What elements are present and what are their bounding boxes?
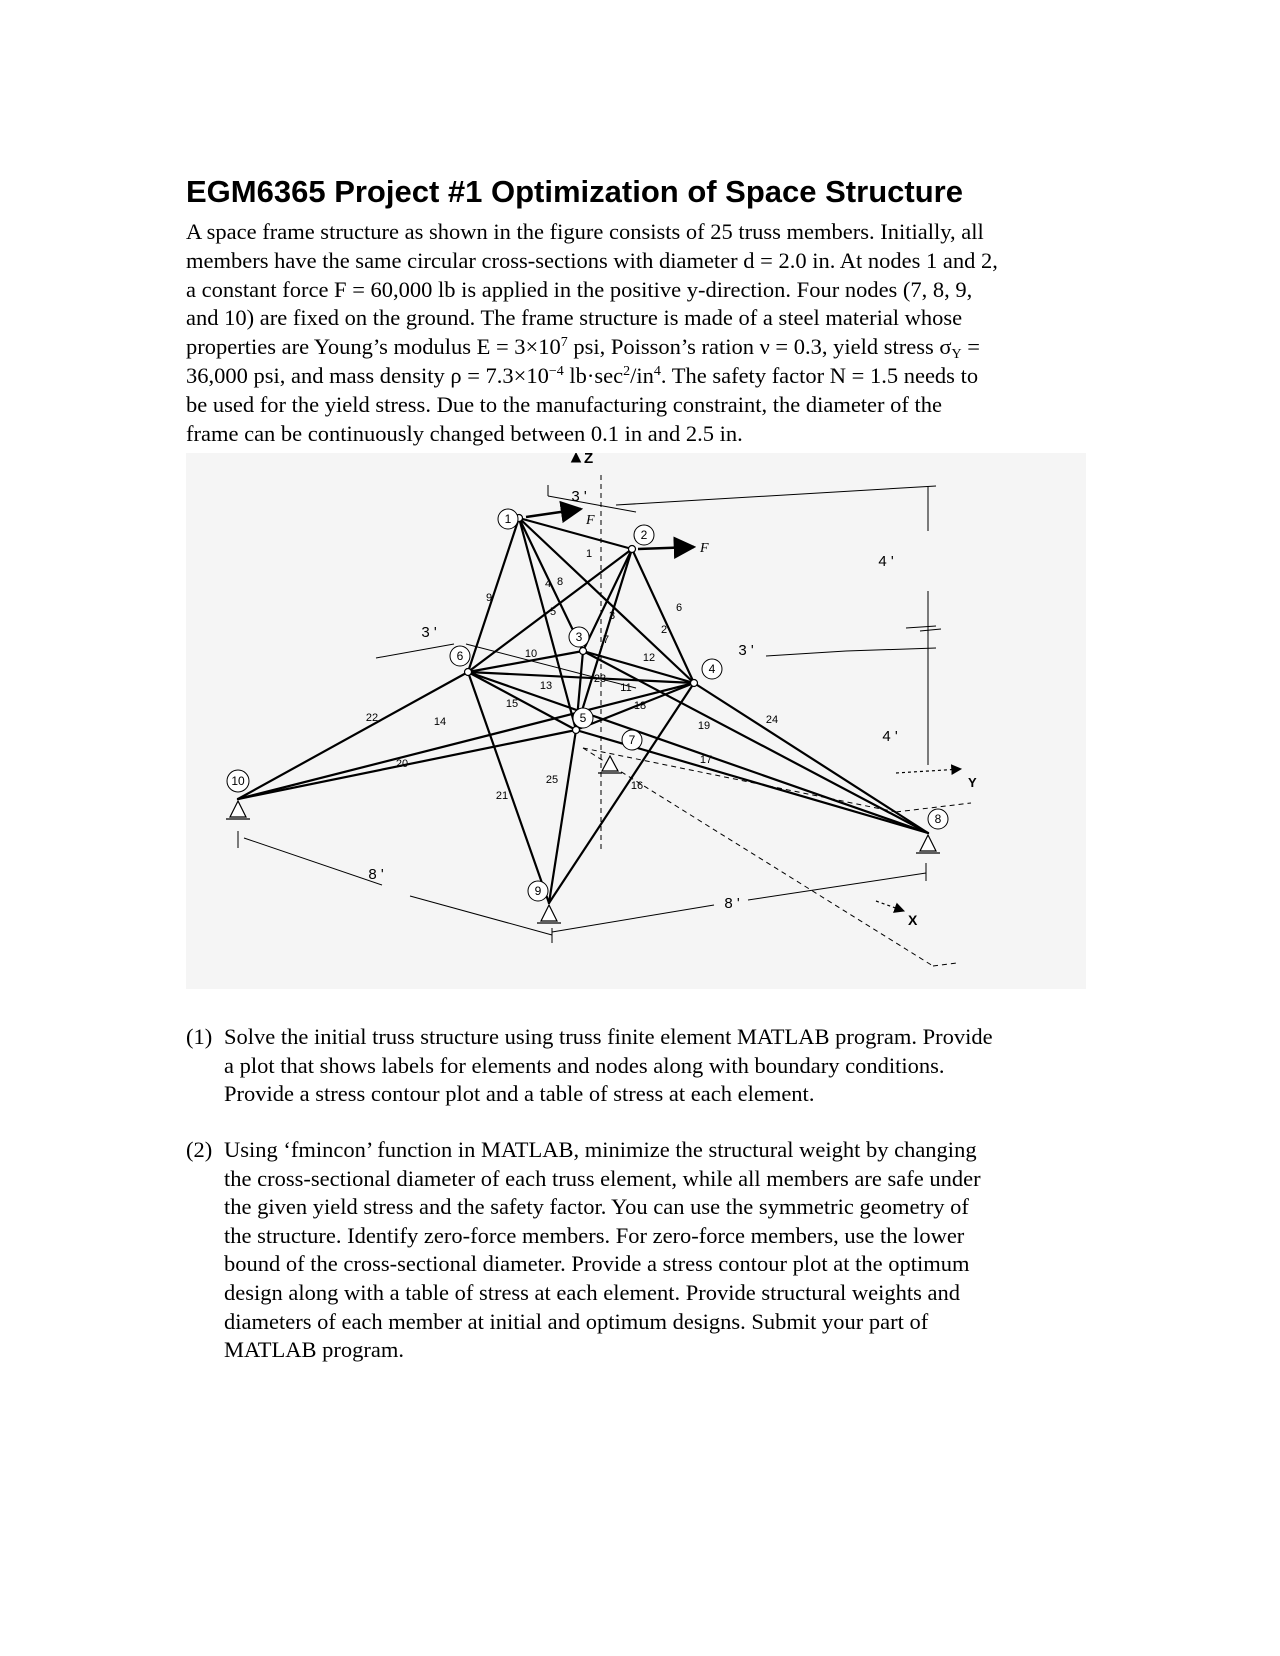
node-labels bbox=[227, 509, 948, 901]
page-title: EGM6365 Project #1 Optimization of Space Structure bbox=[186, 174, 963, 209]
intro-line: a constant force F = 60,000 lb is applied in the positive y-direction. Four nodes (7, 8, 9, bbox=[186, 276, 973, 302]
support-10-icon bbox=[226, 801, 250, 819]
node-label: 5 bbox=[579, 711, 587, 725]
element-label: 3 bbox=[608, 610, 616, 622]
member-25 bbox=[549, 730, 576, 903]
node-label: 2 bbox=[640, 528, 648, 542]
intro-line-material bbox=[186, 333, 1116, 362]
subscript: Y bbox=[951, 347, 962, 363]
element-label: 6 bbox=[675, 602, 683, 614]
node-8 bbox=[928, 809, 948, 829]
force-label-2: F bbox=[700, 541, 709, 556]
truss-figure bbox=[186, 453, 1086, 989]
text-run: properties are Young’s modulus E = 3×10 bbox=[186, 334, 561, 360]
node-9 bbox=[528, 881, 548, 901]
element-label: 11 bbox=[620, 682, 632, 694]
exponent: 7 bbox=[560, 335, 568, 351]
element-label: 14 bbox=[433, 716, 447, 728]
node-4 bbox=[702, 659, 722, 679]
member-22 bbox=[238, 672, 468, 799]
dimension-label: 4 ' bbox=[882, 728, 898, 745]
element-label: 24 bbox=[765, 714, 779, 726]
task-line: Provide a stress contour plot and a table of stress at each element. bbox=[224, 1081, 815, 1107]
task-line: Solve the initial truss structure using truss finite element MATLAB program. Provide bbox=[224, 1024, 993, 1049]
task-line: the cross-sectional diameter of each truss element, while all members are safe under bbox=[224, 1165, 981, 1191]
member-19 bbox=[694, 683, 928, 833]
node-label: 7 bbox=[628, 733, 636, 747]
node-1 bbox=[498, 509, 518, 529]
text-run: psi, Poisson’s ration ν = 0.3, yield stress σ bbox=[567, 334, 952, 360]
node-label: 10 bbox=[231, 774, 245, 788]
support-7-icon bbox=[598, 756, 622, 773]
member-5 bbox=[519, 518, 576, 730]
element-label: 4 bbox=[544, 578, 552, 590]
support-9-icon bbox=[537, 905, 561, 923]
element-label: 1 bbox=[585, 548, 593, 560]
dimension-label: 3 ' bbox=[571, 488, 587, 505]
node-label: 8 bbox=[934, 812, 942, 826]
dimension-label: 8 ' bbox=[368, 866, 384, 883]
node-label: 4 bbox=[708, 662, 716, 676]
dimension-label: 3 ' bbox=[738, 642, 754, 659]
exponent: −4 bbox=[548, 363, 564, 379]
axis-x-label: X bbox=[908, 912, 918, 928]
element-label: 2 bbox=[660, 624, 668, 636]
axis-y-label: Y bbox=[968, 775, 977, 790]
exponent: 2 bbox=[623, 363, 631, 379]
force-label-1: F bbox=[586, 513, 595, 528]
intro-line-density bbox=[186, 362, 1116, 391]
intro-line: frame can be continuously changed between 0.1 in and 2.5 in. bbox=[186, 420, 743, 446]
node-label: 1 bbox=[504, 512, 512, 526]
element-label: 7 bbox=[602, 634, 610, 646]
task-line: bound of the cross-sectional diameter. Provide a stress contour plot at the optimum bbox=[224, 1251, 970, 1277]
element-label: 20 bbox=[395, 758, 409, 770]
axis-z-label: Z bbox=[584, 453, 594, 467]
member-9 bbox=[468, 518, 519, 672]
element-label: 10 bbox=[524, 648, 538, 660]
intro-paragraph bbox=[186, 218, 1116, 448]
element-label: 19 bbox=[697, 720, 711, 732]
text-run: = bbox=[961, 334, 980, 360]
task-line: design along with a table of stress at each element. Provide structural weights and bbox=[224, 1279, 961, 1305]
element-label: 21 bbox=[495, 790, 509, 802]
dimension-label: 8 ' bbox=[724, 895, 740, 912]
task-line: Using ‘fmincon’ function in MATLAB, minimize the structural weight by changing bbox=[224, 1137, 977, 1162]
task-line: the given yield stress and the safety factor. You can use the symmetric geometry of bbox=[224, 1194, 969, 1220]
task-number: (1) bbox=[186, 1024, 213, 1049]
element-label: 23 bbox=[593, 673, 607, 685]
support-8-icon bbox=[916, 835, 940, 853]
text-run: /in bbox=[630, 362, 654, 388]
node-7 bbox=[622, 730, 642, 750]
axes bbox=[576, 453, 961, 911]
node-6 bbox=[450, 646, 470, 666]
task-line: MATLAB program. bbox=[224, 1337, 404, 1363]
node-label: 6 bbox=[456, 649, 464, 663]
element-label: 9 bbox=[485, 592, 493, 604]
element-label: 13 bbox=[539, 680, 553, 692]
element-label: 15 bbox=[505, 698, 519, 710]
task-line: the structure. Identify zero-force members. For zero-force members, use the lower bbox=[224, 1222, 965, 1248]
node-label: 9 bbox=[534, 884, 542, 898]
supports bbox=[226, 756, 940, 923]
intro-line: members have the same circular cross-sections with diameter d = 2.0 in. At nodes 1 and 2, bbox=[186, 247, 998, 273]
task-line: a plot that shows labels for elements and nodes along with boundary conditions. bbox=[224, 1052, 945, 1078]
text-run: 36,000 psi, and mass density ρ = 7.3×10 bbox=[186, 362, 549, 388]
task-line: diameters of each member at initial and optimum designs. Submit your part of bbox=[224, 1308, 929, 1334]
member-24 bbox=[468, 672, 928, 833]
text-run: lb·sec bbox=[563, 362, 624, 388]
intro-line: and 10) are fixed on the ground. The frame structure is made of a steel material whose bbox=[186, 305, 963, 331]
node-3 bbox=[569, 627, 589, 647]
element-label: 5 bbox=[549, 606, 557, 618]
element-label: 12 bbox=[642, 652, 656, 664]
member-16 bbox=[549, 683, 694, 903]
truss-diagram bbox=[186, 453, 1086, 989]
element-label: 16 bbox=[630, 780, 644, 792]
node-label: 3 bbox=[575, 630, 583, 644]
element-label: 22 bbox=[365, 712, 379, 724]
member-6 bbox=[632, 549, 694, 683]
task-number: (2) bbox=[186, 1137, 213, 1162]
element-label: 17 bbox=[699, 754, 713, 766]
node-5 bbox=[573, 708, 593, 728]
text-run: . The safety factor N = 1.5 needs to bbox=[660, 362, 979, 388]
intro-line: be used for the yield stress. Due to the manufacturing constraint, the diameter of the bbox=[186, 391, 943, 417]
element-label: 18 bbox=[633, 700, 647, 712]
element-label: 25 bbox=[545, 774, 559, 786]
intro-line: A space frame structure as shown in the figure consists of 25 truss members. Initially, all bbox=[186, 219, 984, 244]
node-10 bbox=[227, 770, 249, 792]
dimension-label: 3 ' bbox=[421, 624, 437, 641]
node-2 bbox=[634, 525, 654, 545]
element-label: 8 bbox=[556, 576, 564, 588]
exponent: 4 bbox=[653, 363, 661, 379]
dimension-label: 4 ' bbox=[878, 553, 894, 570]
